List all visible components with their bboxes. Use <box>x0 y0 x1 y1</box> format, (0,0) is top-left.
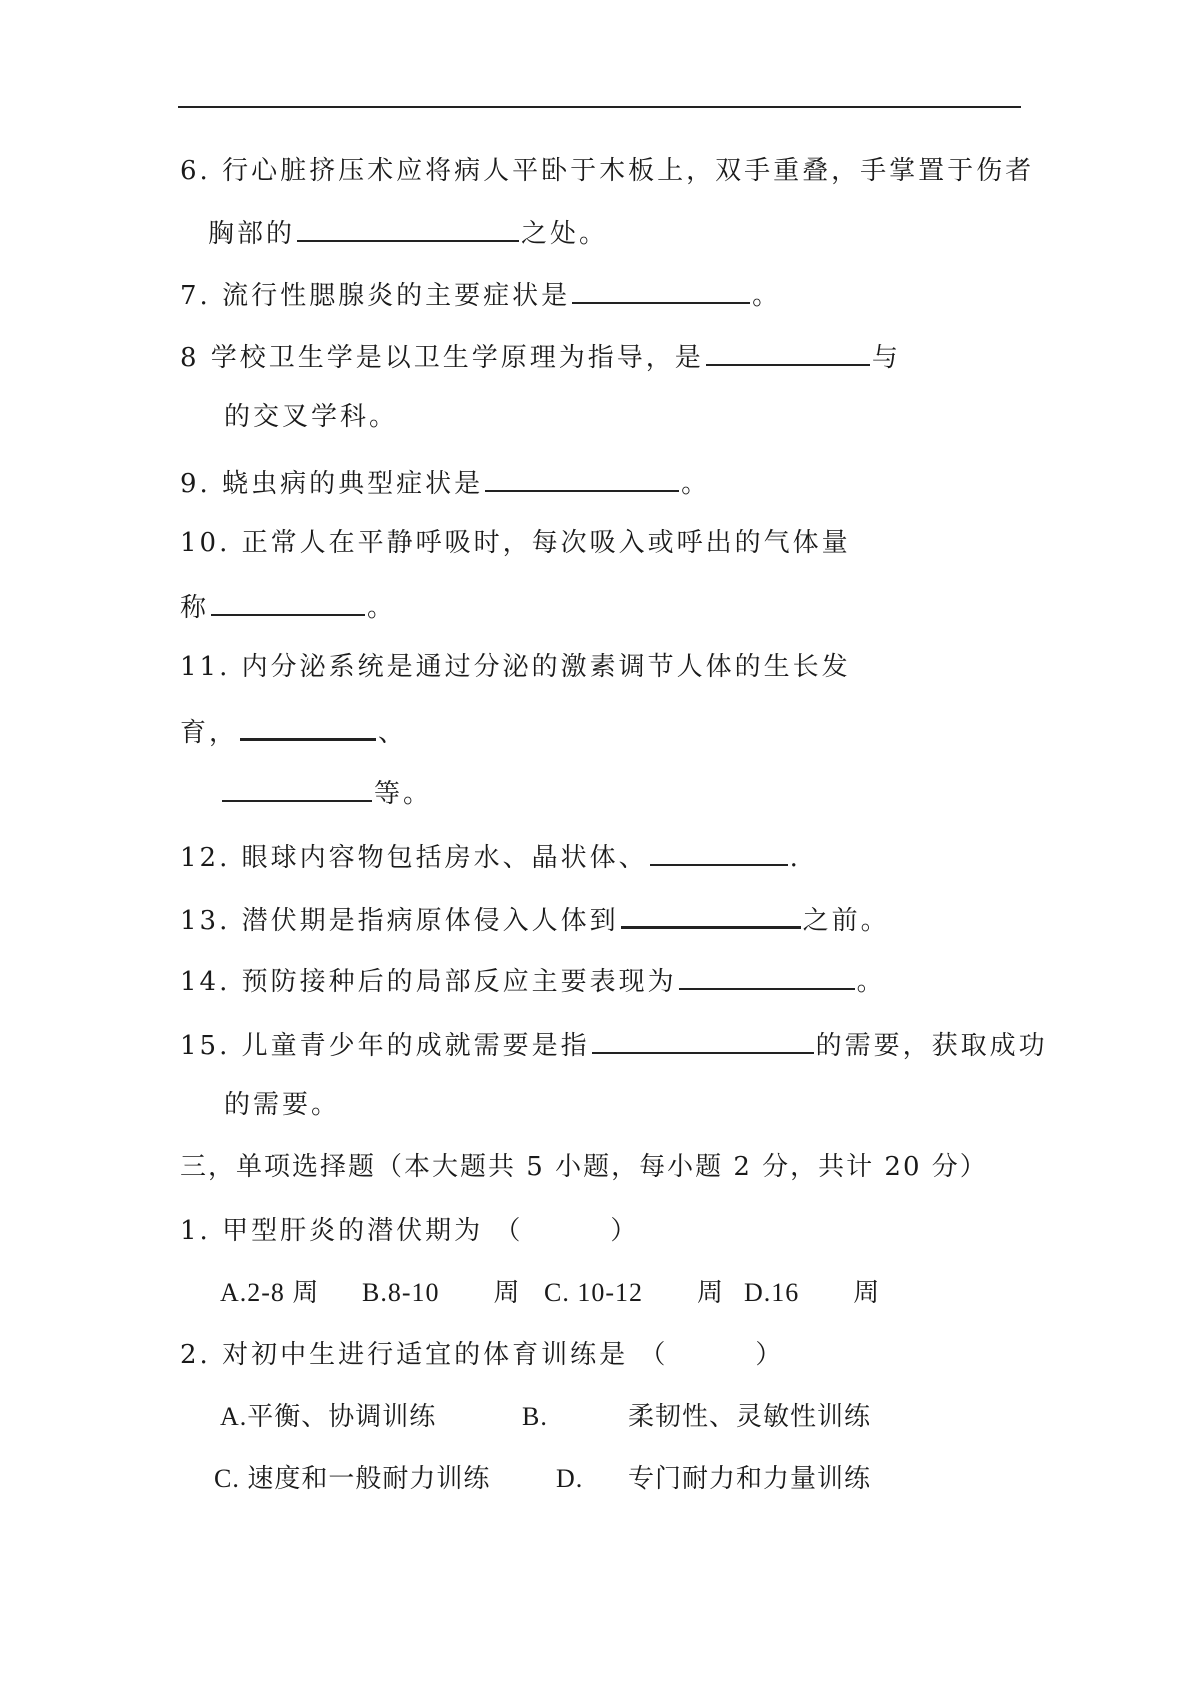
question-11-text-pre: 育， <box>180 718 239 748</box>
option-label: B.8-10 周 <box>362 1278 521 1307</box>
option-label: 柔韧性、灵敏性训练 <box>628 1402 872 1431</box>
question-15-line2 <box>224 1088 340 1122</box>
question-6-line1 <box>180 154 1034 188</box>
question-8-line1 <box>180 338 901 375</box>
answer-blank[interactable] <box>621 900 801 929</box>
answer-blank[interactable] <box>211 588 365 616</box>
question-8-text-line2: 的交叉学科。 <box>224 402 399 432</box>
question-12-text-post: . <box>789 843 801 873</box>
question-15-text-line2: 的需要。 <box>224 1090 341 1120</box>
question-13-text: 13. 潜伏期是指病原体侵入人体到 <box>180 906 619 936</box>
header-rule <box>178 106 1021 108</box>
mc2-option-c[interactable] <box>214 1462 490 1496</box>
mc-question-2 <box>180 1338 784 1372</box>
mc1-option-b[interactable] <box>362 1276 521 1310</box>
question-15-line1 <box>180 1026 1048 1063</box>
question-14-text-post: 。 <box>856 967 886 997</box>
answer-blank[interactable] <box>222 774 372 802</box>
question-11-text: 11. 内分泌系统是通过分泌的激素调节人体的生长发 <box>180 652 851 682</box>
question-11-text-post: 等。 <box>374 779 433 809</box>
question-10-text-pre: 称 <box>180 593 210 623</box>
mc1-option-a[interactable] <box>220 1276 319 1310</box>
option-label: 专门耐力和力量训练 <box>628 1464 872 1493</box>
option-label: A.2-8 周 <box>220 1278 320 1307</box>
question-8-text: 8 学校卫生学是以卫生学原理为指导，是 <box>180 343 704 373</box>
section-title-text: 三，单项选择题（本大题共 5 小题，每小题 2 分，共计 20 分） <box>180 1152 988 1182</box>
question-11-line3 <box>220 774 432 811</box>
mc-question-1-text: 1. 甲型肝炎的潜伏期为 （ ） <box>180 1216 640 1246</box>
question-12-text: 12. 眼球内容物包括房水、晶状体、 <box>180 843 648 873</box>
question-9-text-post: 。 <box>681 469 711 499</box>
question-6-text: 6. 行心脏挤压术应将病人平卧于木板上，双手重叠，手掌置于伤者 <box>180 156 1035 186</box>
answer-blank[interactable] <box>240 712 376 741</box>
question-7 <box>180 276 781 313</box>
answer-blank[interactable] <box>297 214 519 242</box>
option-label: D.16 周 <box>744 1278 881 1307</box>
option-label: B. <box>522 1402 548 1431</box>
question-14-text: 14. 预防接种后的局部反应主要表现为 <box>180 967 677 997</box>
question-10-text: 10. 正常人在平静呼吸时，每次吸入或呼出的气体量 <box>180 528 851 558</box>
question-12 <box>180 838 801 875</box>
mc2-option-d-text <box>628 1462 871 1496</box>
question-11-text-mid: 、 <box>378 718 408 748</box>
mc2-option-a[interactable] <box>220 1400 436 1434</box>
question-11-line2 <box>180 712 407 750</box>
answer-blank[interactable] <box>650 838 788 866</box>
answer-blank[interactable] <box>679 962 855 990</box>
question-6-text-pre: 胸部的 <box>208 219 296 249</box>
mc-question-1 <box>180 1214 639 1248</box>
question-15-text-post: 的需要，获取成功 <box>815 1031 1048 1061</box>
question-13 <box>180 900 890 938</box>
question-10-line1 <box>180 526 851 560</box>
mc1-option-d[interactable] <box>744 1276 880 1310</box>
question-11-line1 <box>180 650 851 684</box>
question-7-text-post: 。 <box>752 281 782 311</box>
option-label: C. 10-12 周 <box>544 1278 725 1307</box>
question-8-line2 <box>224 400 398 434</box>
question-6-text-post: 之处。 <box>521 219 609 249</box>
mc1-option-c[interactable] <box>544 1276 724 1310</box>
mc-question-2-text: 2. 对初中生进行适宜的体育训练是 （ ） <box>180 1340 785 1370</box>
question-9-text: 9. 蛲虫病的典型症状是 <box>180 469 484 499</box>
answer-blank[interactable] <box>706 338 870 366</box>
mc2-option-b[interactable] <box>522 1400 548 1434</box>
question-9 <box>180 464 710 501</box>
question-14 <box>180 962 886 999</box>
question-10-text-post: 。 <box>367 593 397 623</box>
question-13-text-post: 之前。 <box>802 906 890 936</box>
section-3-title <box>180 1150 988 1184</box>
option-label: A.平衡、协调训练 <box>220 1402 437 1431</box>
answer-blank[interactable] <box>592 1026 814 1054</box>
question-15-text: 15. 儿童青少年的成就需要是指 <box>180 1031 590 1061</box>
question-7-text: 7. 流行性腮腺炎的主要症状是 <box>180 281 571 311</box>
question-6-line2 <box>208 214 608 251</box>
option-label: C. 速度和一般耐力训练 <box>214 1464 491 1493</box>
question-8-text-post: 与 <box>871 343 901 373</box>
mc2-option-b-text <box>628 1400 871 1434</box>
mc2-option-d[interactable] <box>556 1462 583 1496</box>
option-label: D. <box>556 1464 584 1493</box>
question-10-line2 <box>180 588 396 625</box>
answer-blank[interactable] <box>485 464 679 492</box>
answer-blank[interactable] <box>572 276 750 304</box>
